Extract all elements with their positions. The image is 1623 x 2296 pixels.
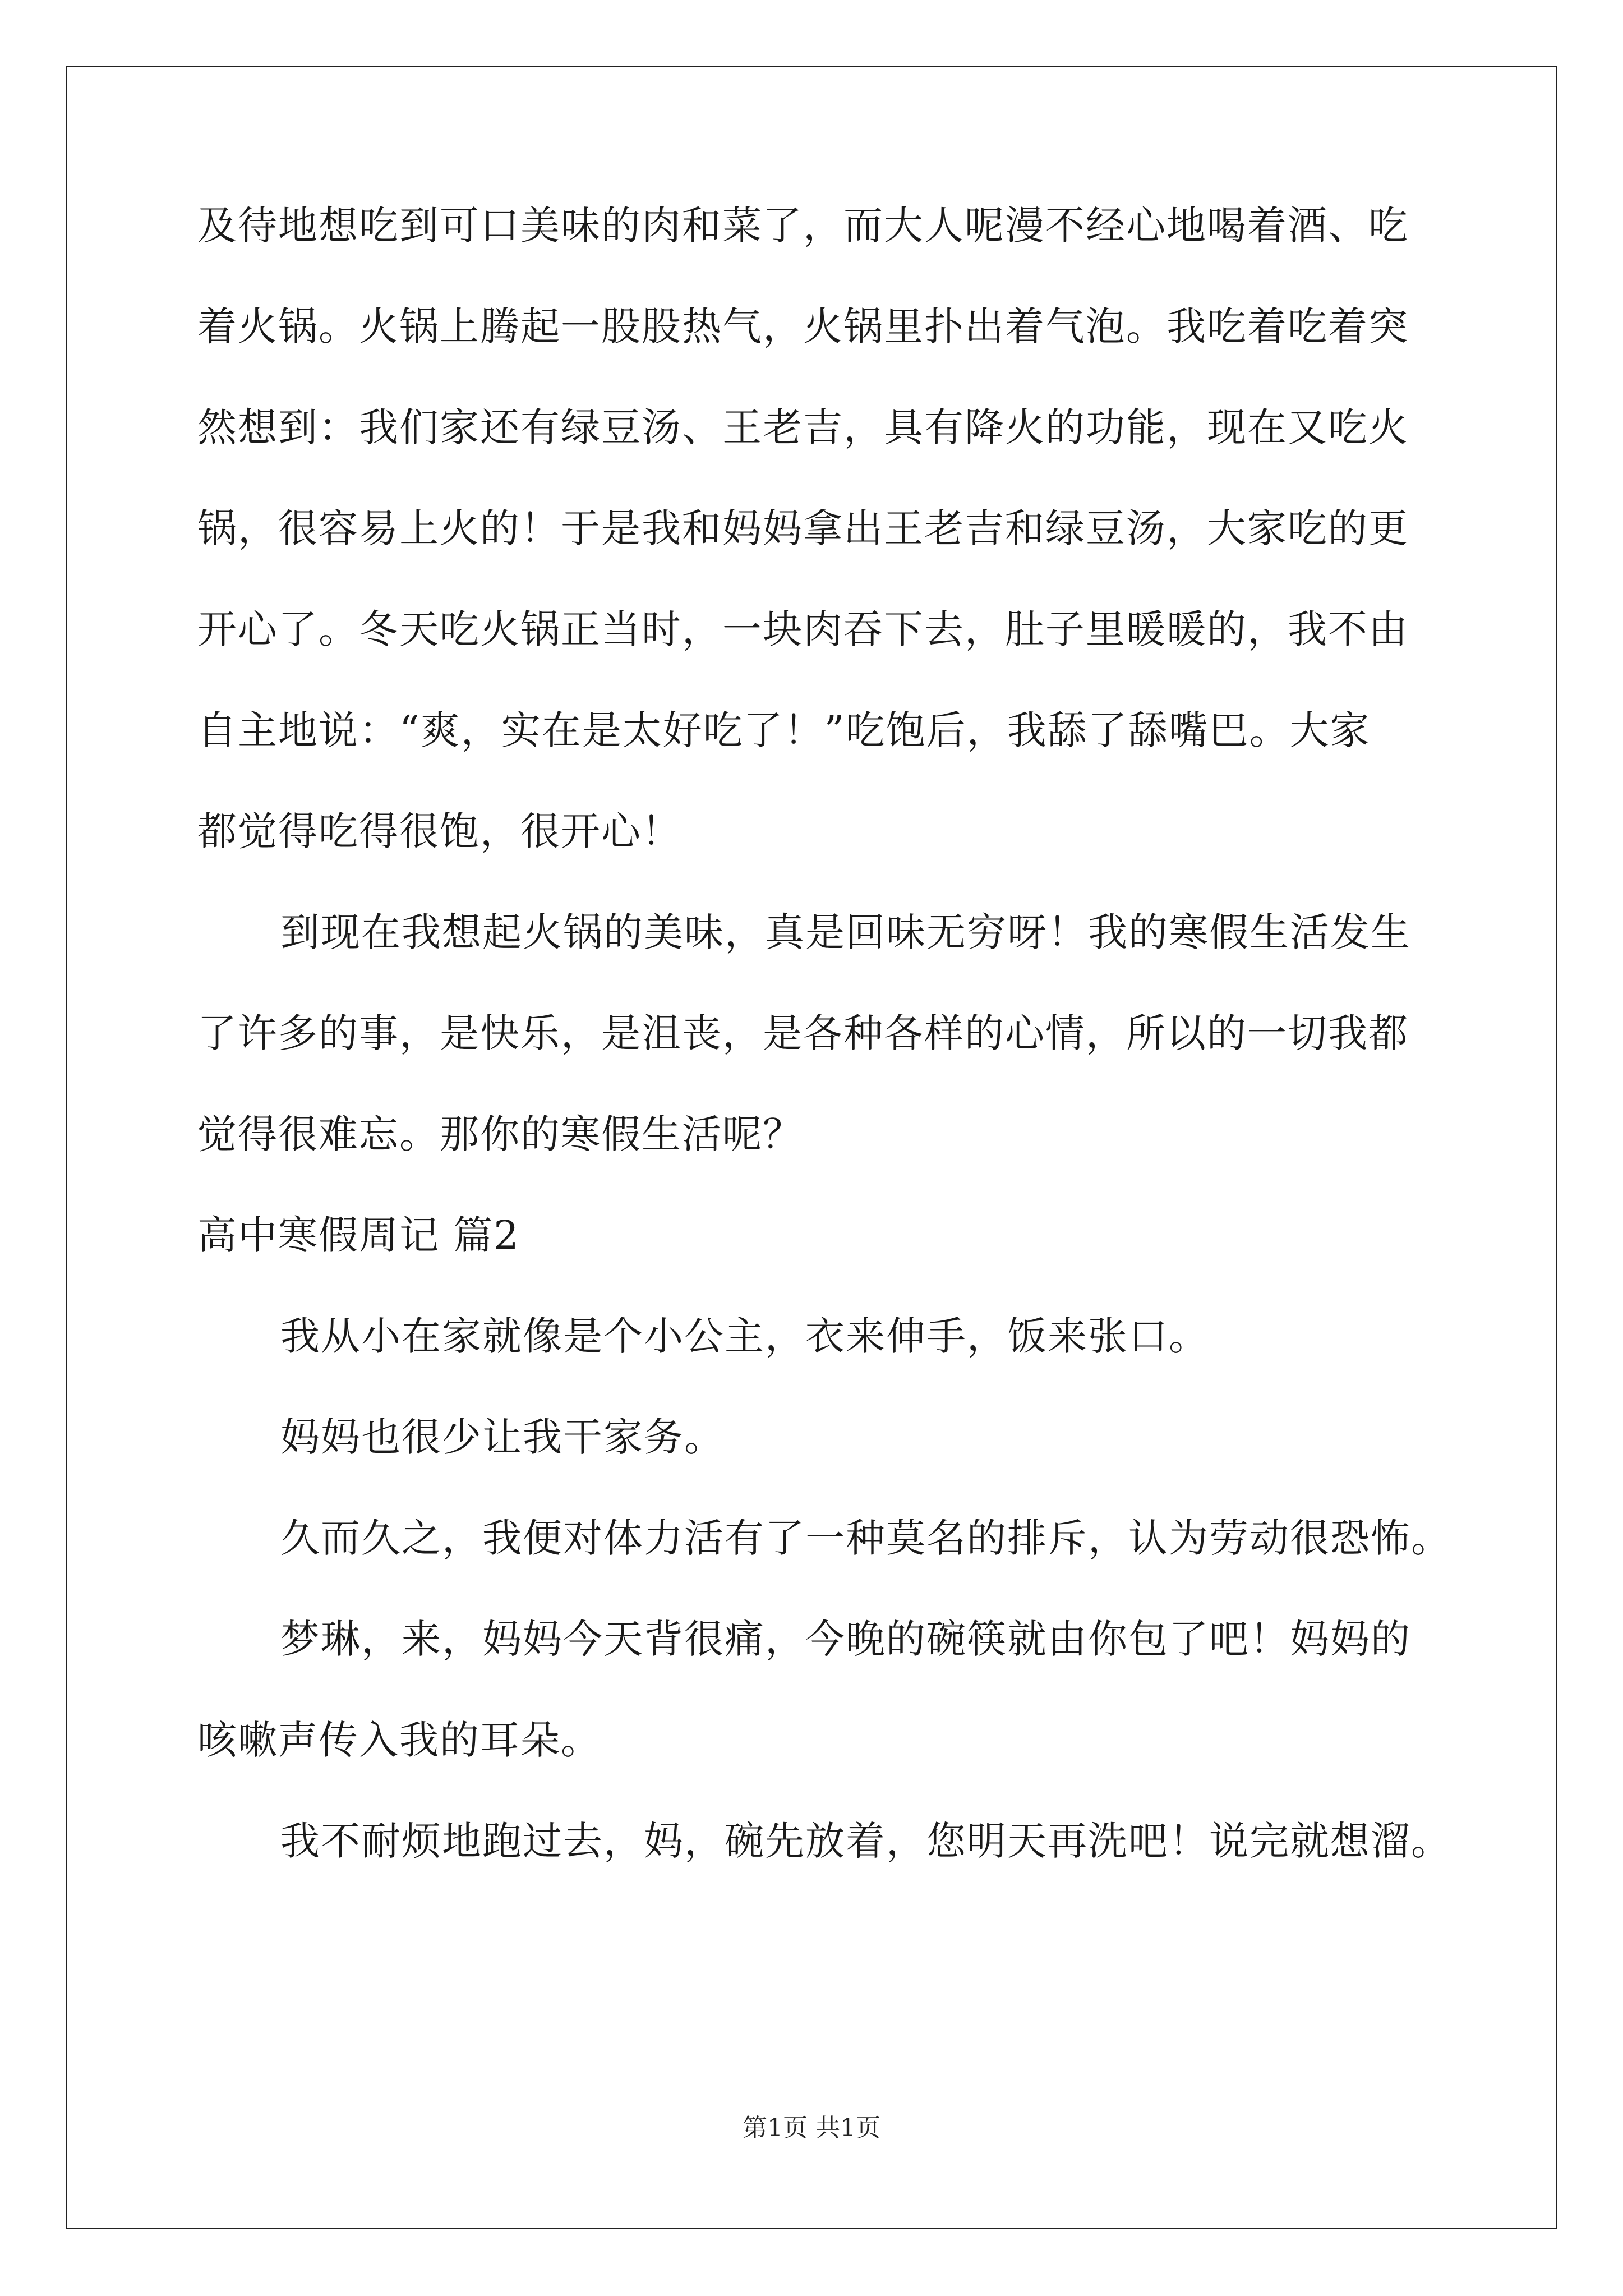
paragraph-start-line: 我从小在家就像是个小公主，衣来伸手，饭来张口。 bbox=[280, 1313, 1209, 1359]
text-line: 开心了。冬天吃火锅正当时，一块肉吞下去，肚子里暖暖的，我不由 bbox=[197, 606, 1409, 652]
section-heading: 高中寒假周记 篇2 bbox=[197, 1212, 520, 1258]
text-line: 及待地想吃到可口美味的肉和菜了，而大人呢漫不经心地喝着酒、吃 bbox=[197, 203, 1409, 249]
paragraph-start-line: 妈妈也很少让我干家务。 bbox=[280, 1414, 725, 1460]
text-line: 然想到：我们家还有绿豆汤、王老吉，具有降火的功能，现在又吃火 bbox=[197, 404, 1409, 450]
paragraph-start-line: 梦琳，来，妈妈今天背很痛，今晚的碗筷就由你包了吧！妈妈的 bbox=[280, 1616, 1411, 1662]
text-line: 咳嗽声传入我的耳朵。 bbox=[197, 1717, 601, 1763]
paragraph-start-line: 久而久之，我便对体力活有了一种莫名的排斥，认为劳动很恐怖。 bbox=[280, 1515, 1451, 1561]
paragraph-start-line: 到现在我想起火锅的美味，真是回味无穷呀！我的寒假生活发生 bbox=[280, 909, 1411, 955]
text-line: 着火锅。火锅上腾起一股股热气，火锅里扑出着气泡。我吃着吃着突 bbox=[197, 303, 1409, 349]
text-line: 了许多的事，是快乐，是沮丧，是各种各样的心情，所以的一切我都 bbox=[197, 1010, 1409, 1056]
text-line: 都觉得吃得很饱，很开心！ bbox=[197, 808, 682, 854]
paragraph-start-line: 我不耐烦地跑过去，妈，碗先放着，您明天再洗吧！说完就想溜。 bbox=[280, 1818, 1451, 1864]
text-line: 自主地说：“爽，实在是太好吃了！”吃饱后，我舔了舔嘴巴。大家 bbox=[197, 707, 1371, 753]
text-line: 觉得很难忘。那你的寒假生活呢？ bbox=[197, 1111, 803, 1157]
text-line: 锅，很容易上火的！于是我和妈妈拿出王老吉和绿豆汤，大家吃的更 bbox=[197, 505, 1409, 551]
page-number-footer: 第1页 共1页 bbox=[743, 2114, 880, 2142]
